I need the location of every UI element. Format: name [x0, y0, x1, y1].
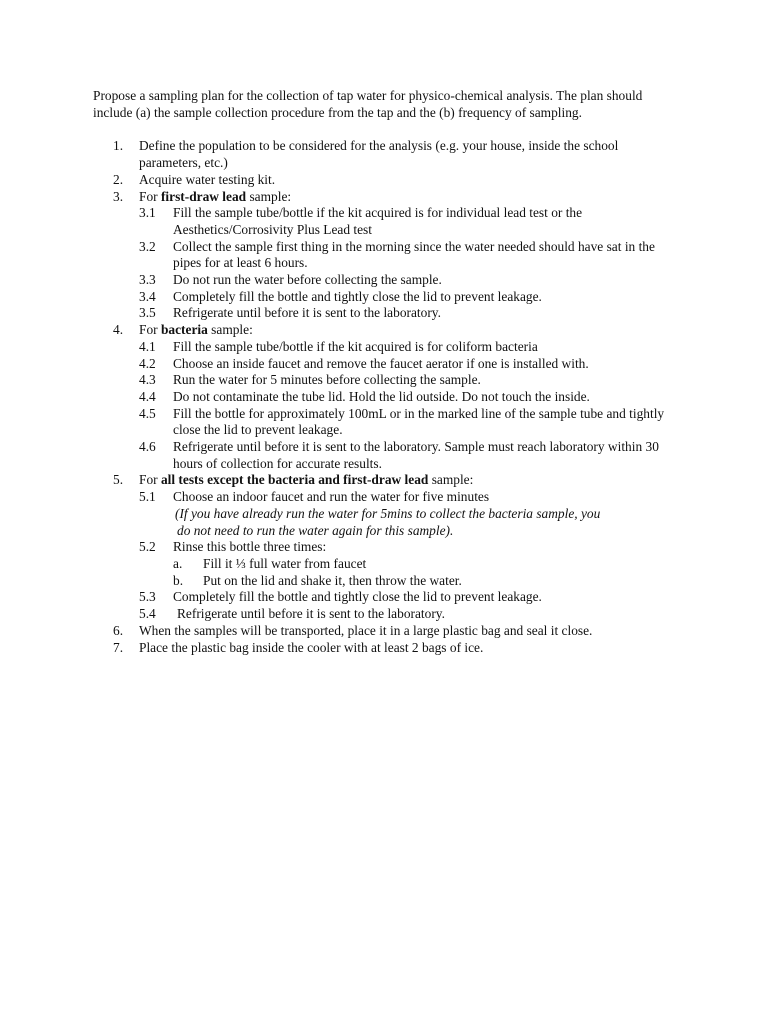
sub-text: Do not run the water before collecting the sample. [173, 272, 442, 288]
sub-text: Fill the bottle for approximately 100mL or in the marked line of the sample tube and tightly close the lid to prevent leakage. [173, 405, 665, 438]
list-item-2 [93, 172, 683, 189]
sub-item-4-3 [93, 372, 683, 389]
sub-number: 4.6 [139, 439, 156, 455]
sub-number: 4.5 [139, 405, 156, 421]
letter-item-a [93, 556, 683, 573]
sub-number: 3.2 [139, 238, 156, 254]
sub-text: Completely fill the bottle and tightly close the lid to prevent leakage. [173, 288, 542, 304]
list-text: Place the plastic bag inside the cooler with at least 2 bags of ice. [139, 639, 484, 655]
sub-number: 4.2 [139, 355, 156, 371]
sub-item-4-1 [93, 339, 683, 356]
list-item-7 [93, 640, 683, 657]
sub-number: 4.4 [139, 388, 156, 404]
sub-text: Collect the sample first thing in the morning since the water needed should have sat in the pipes for at least 6 hours. [173, 238, 655, 271]
sub-text: Do not contaminate the tube lid. Hold the lid outside. Do not touch the inside. [173, 388, 590, 404]
sub-number: 5.1 [139, 489, 156, 505]
sub-item-5-3 [93, 589, 683, 606]
sub-item-4-2 [93, 356, 683, 373]
list-number: 5. [113, 472, 124, 488]
list-text-bold: bacteria [160, 322, 208, 338]
list-text-pre: For [139, 472, 161, 488]
list-item-5 [93, 472, 683, 622]
list-number: 2. [113, 171, 124, 187]
list-number: 7. [113, 639, 124, 655]
document-page [93, 88, 683, 656]
sub-item-4-5 [93, 406, 683, 439]
sub-item-5-2 [93, 539, 683, 556]
sub-text: Choose an inside faucet and remove the faucet aerator if one is installed with. [173, 355, 589, 371]
sub-number: 3.1 [139, 205, 156, 221]
sub-item-5-1 [93, 489, 683, 506]
letter-label: a. [173, 555, 183, 571]
sub-text: Refrigerate until before it is sent to the laboratory. [177, 606, 445, 622]
sub-text: Completely fill the bottle and tightly close the lid to prevent leakage. [173, 589, 542, 605]
sub-text: Fill the sample tube/bottle if the kit acquired is for coliform bacteria [173, 338, 538, 354]
list-number: 3. [113, 188, 124, 204]
sub-number: 5.2 [139, 539, 156, 555]
sub-item-5-4 [93, 606, 683, 623]
list-item-6 [93, 623, 683, 640]
list-text: Acquire water testing kit. [139, 171, 276, 187]
sub-number: 5.4 [139, 606, 156, 622]
sub-text: Refrigerate until before it is sent to the laboratory. [173, 305, 441, 321]
sub-number: 3.3 [139, 272, 156, 288]
sub-number: 4.1 [139, 338, 156, 354]
letter-item-b [93, 573, 683, 590]
sub-number: 3.5 [139, 305, 156, 321]
procedure-list [93, 138, 683, 656]
list-text-pre: For [139, 188, 161, 204]
sub-number: 5.3 [139, 589, 156, 605]
list-item-1 [93, 138, 683, 171]
letter-text: Fill it ⅓ full water from faucet [203, 555, 367, 571]
sub-number: 3.4 [139, 288, 156, 304]
intro-paragraph: Propose a sampling plan for the collection of tap water for physico-chemical analysis. The plan should include (a) the sample collection procedure from the tap and the (b) frequency of sampling. [93, 88, 643, 120]
sub-text: Run the water for 5 minutes before collecting the sample. [173, 372, 481, 388]
list-text-bold: all tests except the bacteria and first-draw lead [160, 472, 429, 488]
list-item-4 [93, 322, 683, 472]
sub-item-3-3 [93, 272, 683, 289]
sub-item-4-4 [93, 389, 683, 406]
sub-item-3-2 [93, 239, 683, 272]
sub-item-3-5 [93, 305, 683, 322]
sub-item-3-1 [93, 205, 683, 238]
list-number: 6. [113, 622, 124, 638]
letter-label: b. [173, 572, 184, 588]
sub-text: Choose an indoor faucet and run the water for five minutes [173, 489, 490, 505]
sub-text: Refrigerate until before it is sent to the laboratory. Sample must reach laboratory within 30 hours of collection for accurate results. [173, 439, 659, 471]
list-item-3 [93, 189, 683, 323]
sub-item-4-6 [93, 439, 683, 472]
sub-number: 4.3 [139, 372, 156, 388]
sub-item-3-4 [93, 289, 683, 306]
list-number: 4. [113, 322, 124, 338]
sub-text: Rinse this bottle three times: [173, 539, 327, 555]
list-text-post: sample: [207, 322, 253, 338]
sub-text: Fill the sample tube/bottle if the kit acquired is for individual lead test or the Aesthetics/Corrosivity Plus Lead test [173, 205, 583, 237]
list-text-post: sample: [428, 472, 474, 488]
list-text-bold: first-draw lead [160, 188, 247, 204]
italic-note-line-1: (If you have already run the water for 5mins to collect the bacteria sample, you [175, 505, 601, 521]
list-text-post: sample: [246, 188, 292, 204]
list-text: Define the population to be considered for the analysis (e.g. your house, inside the school parameters, etc.) [139, 138, 619, 171]
list-number: 1. [113, 138, 124, 154]
list-text-pre: For [139, 322, 161, 338]
list-text: When the samples will be transported, place it in a large plastic bag and seal it close. [139, 622, 593, 638]
letter-text: Put on the lid and shake it, then throw the water. [203, 572, 462, 588]
italic-note-line-2: do not need to run the water again for this sample). [177, 522, 454, 538]
